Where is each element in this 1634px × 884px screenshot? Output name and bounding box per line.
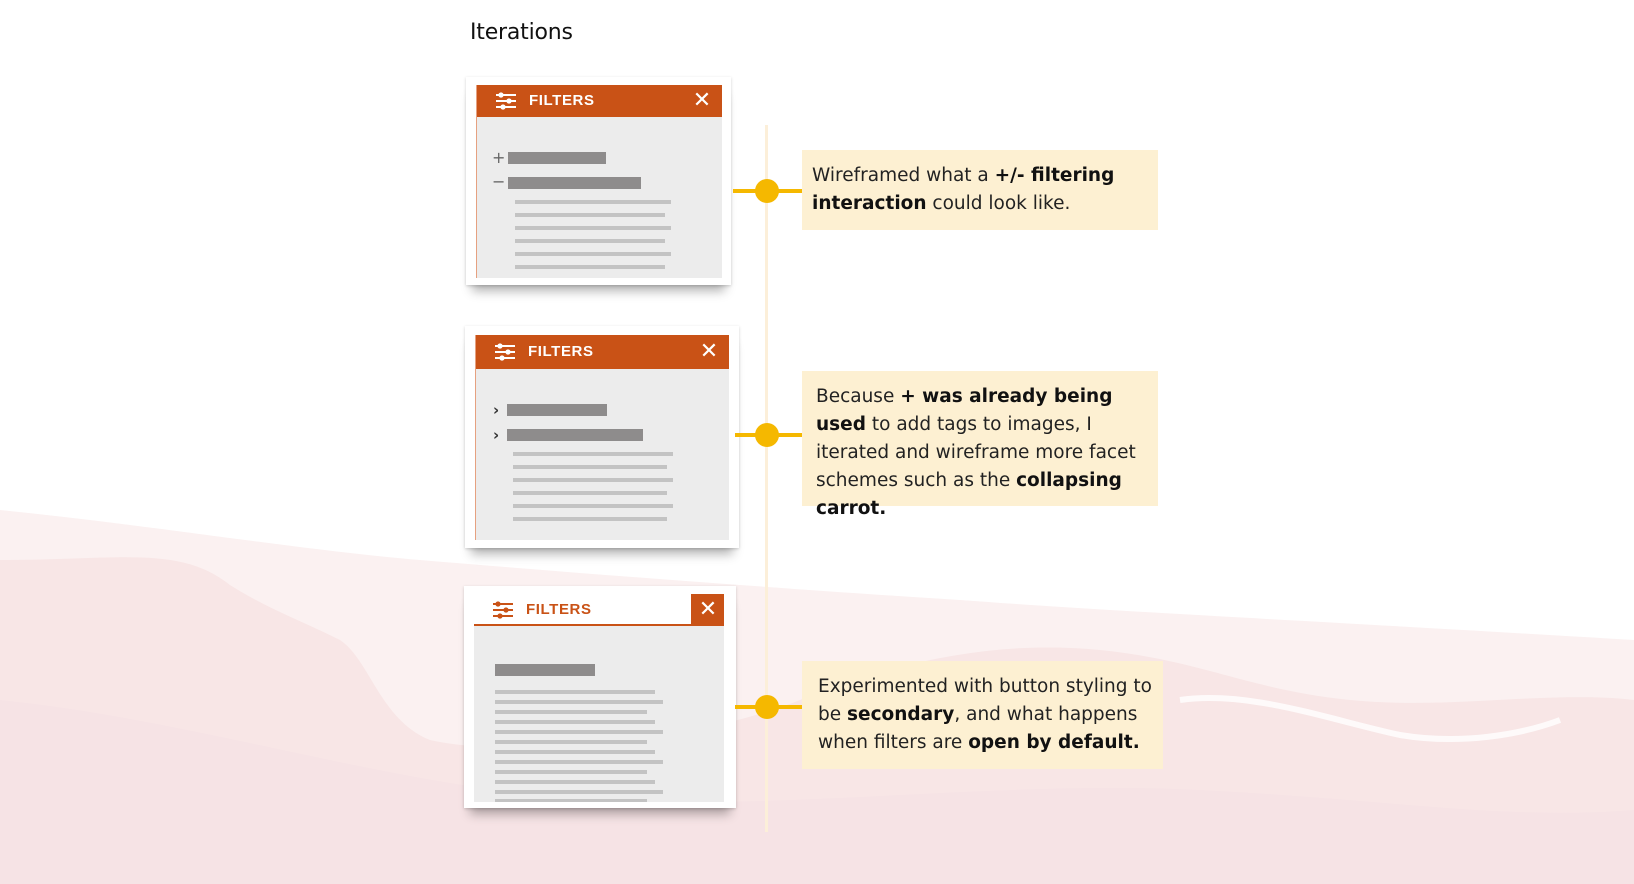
filter-sliders-icon [495, 91, 517, 111]
facet-option [495, 690, 655, 694]
facet-option [515, 213, 665, 217]
timeline-line [765, 125, 768, 832]
close-button[interactable] [691, 594, 724, 626]
iteration-note-3: Experimented with button styling to be secondary, and what happens when filters are open by default. [802, 661, 1163, 769]
facet-option [515, 226, 671, 230]
close-icon[interactable]: ✕ [699, 339, 719, 364]
filter-sliders-icon [494, 342, 516, 362]
filter-panel [476, 85, 722, 278]
facet-option [495, 710, 647, 714]
facet-option [513, 452, 673, 456]
facet-option [515, 252, 671, 256]
chevron-right-icon[interactable]: › [493, 426, 500, 444]
chevron-right-icon[interactable]: › [493, 401, 500, 419]
facet-option [513, 478, 673, 482]
iteration-note-2: Because + was already being used to add tags to images, I iterated and wireframe more facet schemes such as the collapsing carrot. [802, 371, 1158, 506]
facet-label [507, 404, 607, 416]
facet-option [515, 265, 665, 269]
iteration-card-1 [466, 77, 731, 285]
filter-panel [474, 594, 724, 802]
filter-panel [475, 335, 729, 540]
facet-option [513, 504, 673, 508]
page-title: Iterations [470, 20, 573, 45]
facet-option [495, 799, 647, 802]
close-icon[interactable]: ✕ [698, 597, 718, 622]
collapse-minus-icon[interactable]: − [492, 172, 506, 191]
facet-option [513, 517, 667, 521]
facet-option [495, 770, 647, 774]
timeline-dot [755, 179, 779, 203]
facet-label [508, 152, 606, 164]
iteration-card-3 [464, 586, 736, 808]
facet-option [513, 465, 667, 469]
iteration-note-1: Wireframed what a +/- filtering interaction could look like. [802, 150, 1158, 230]
timeline-dot [755, 423, 779, 447]
facet-option [495, 780, 655, 784]
facet-option [495, 700, 663, 704]
facet-option [515, 239, 665, 243]
facet-option [495, 750, 655, 754]
facet-option [495, 740, 647, 744]
close-icon[interactable]: ✕ [692, 88, 712, 113]
filter-panel-header [476, 335, 729, 369]
facet-option [513, 491, 667, 495]
facet-option [495, 760, 663, 764]
timeline-dot [755, 695, 779, 719]
iteration-card-2 [465, 326, 739, 548]
expand-plus-icon[interactable]: + [492, 148, 506, 167]
facet-label [507, 429, 643, 441]
filter-sliders-icon [492, 600, 514, 620]
facet-label [495, 664, 595, 676]
filter-panel-label: FILTERS [526, 601, 592, 618]
facet-option [515, 200, 671, 204]
facet-label [508, 177, 641, 189]
facet-option [495, 730, 663, 734]
filter-panel-label: FILTERS [529, 92, 595, 109]
facet-option [495, 790, 663, 794]
filter-panel-header [474, 594, 724, 626]
filter-panel-header [477, 85, 722, 117]
facet-option [495, 720, 655, 724]
filter-panel-label: FILTERS [528, 343, 594, 360]
